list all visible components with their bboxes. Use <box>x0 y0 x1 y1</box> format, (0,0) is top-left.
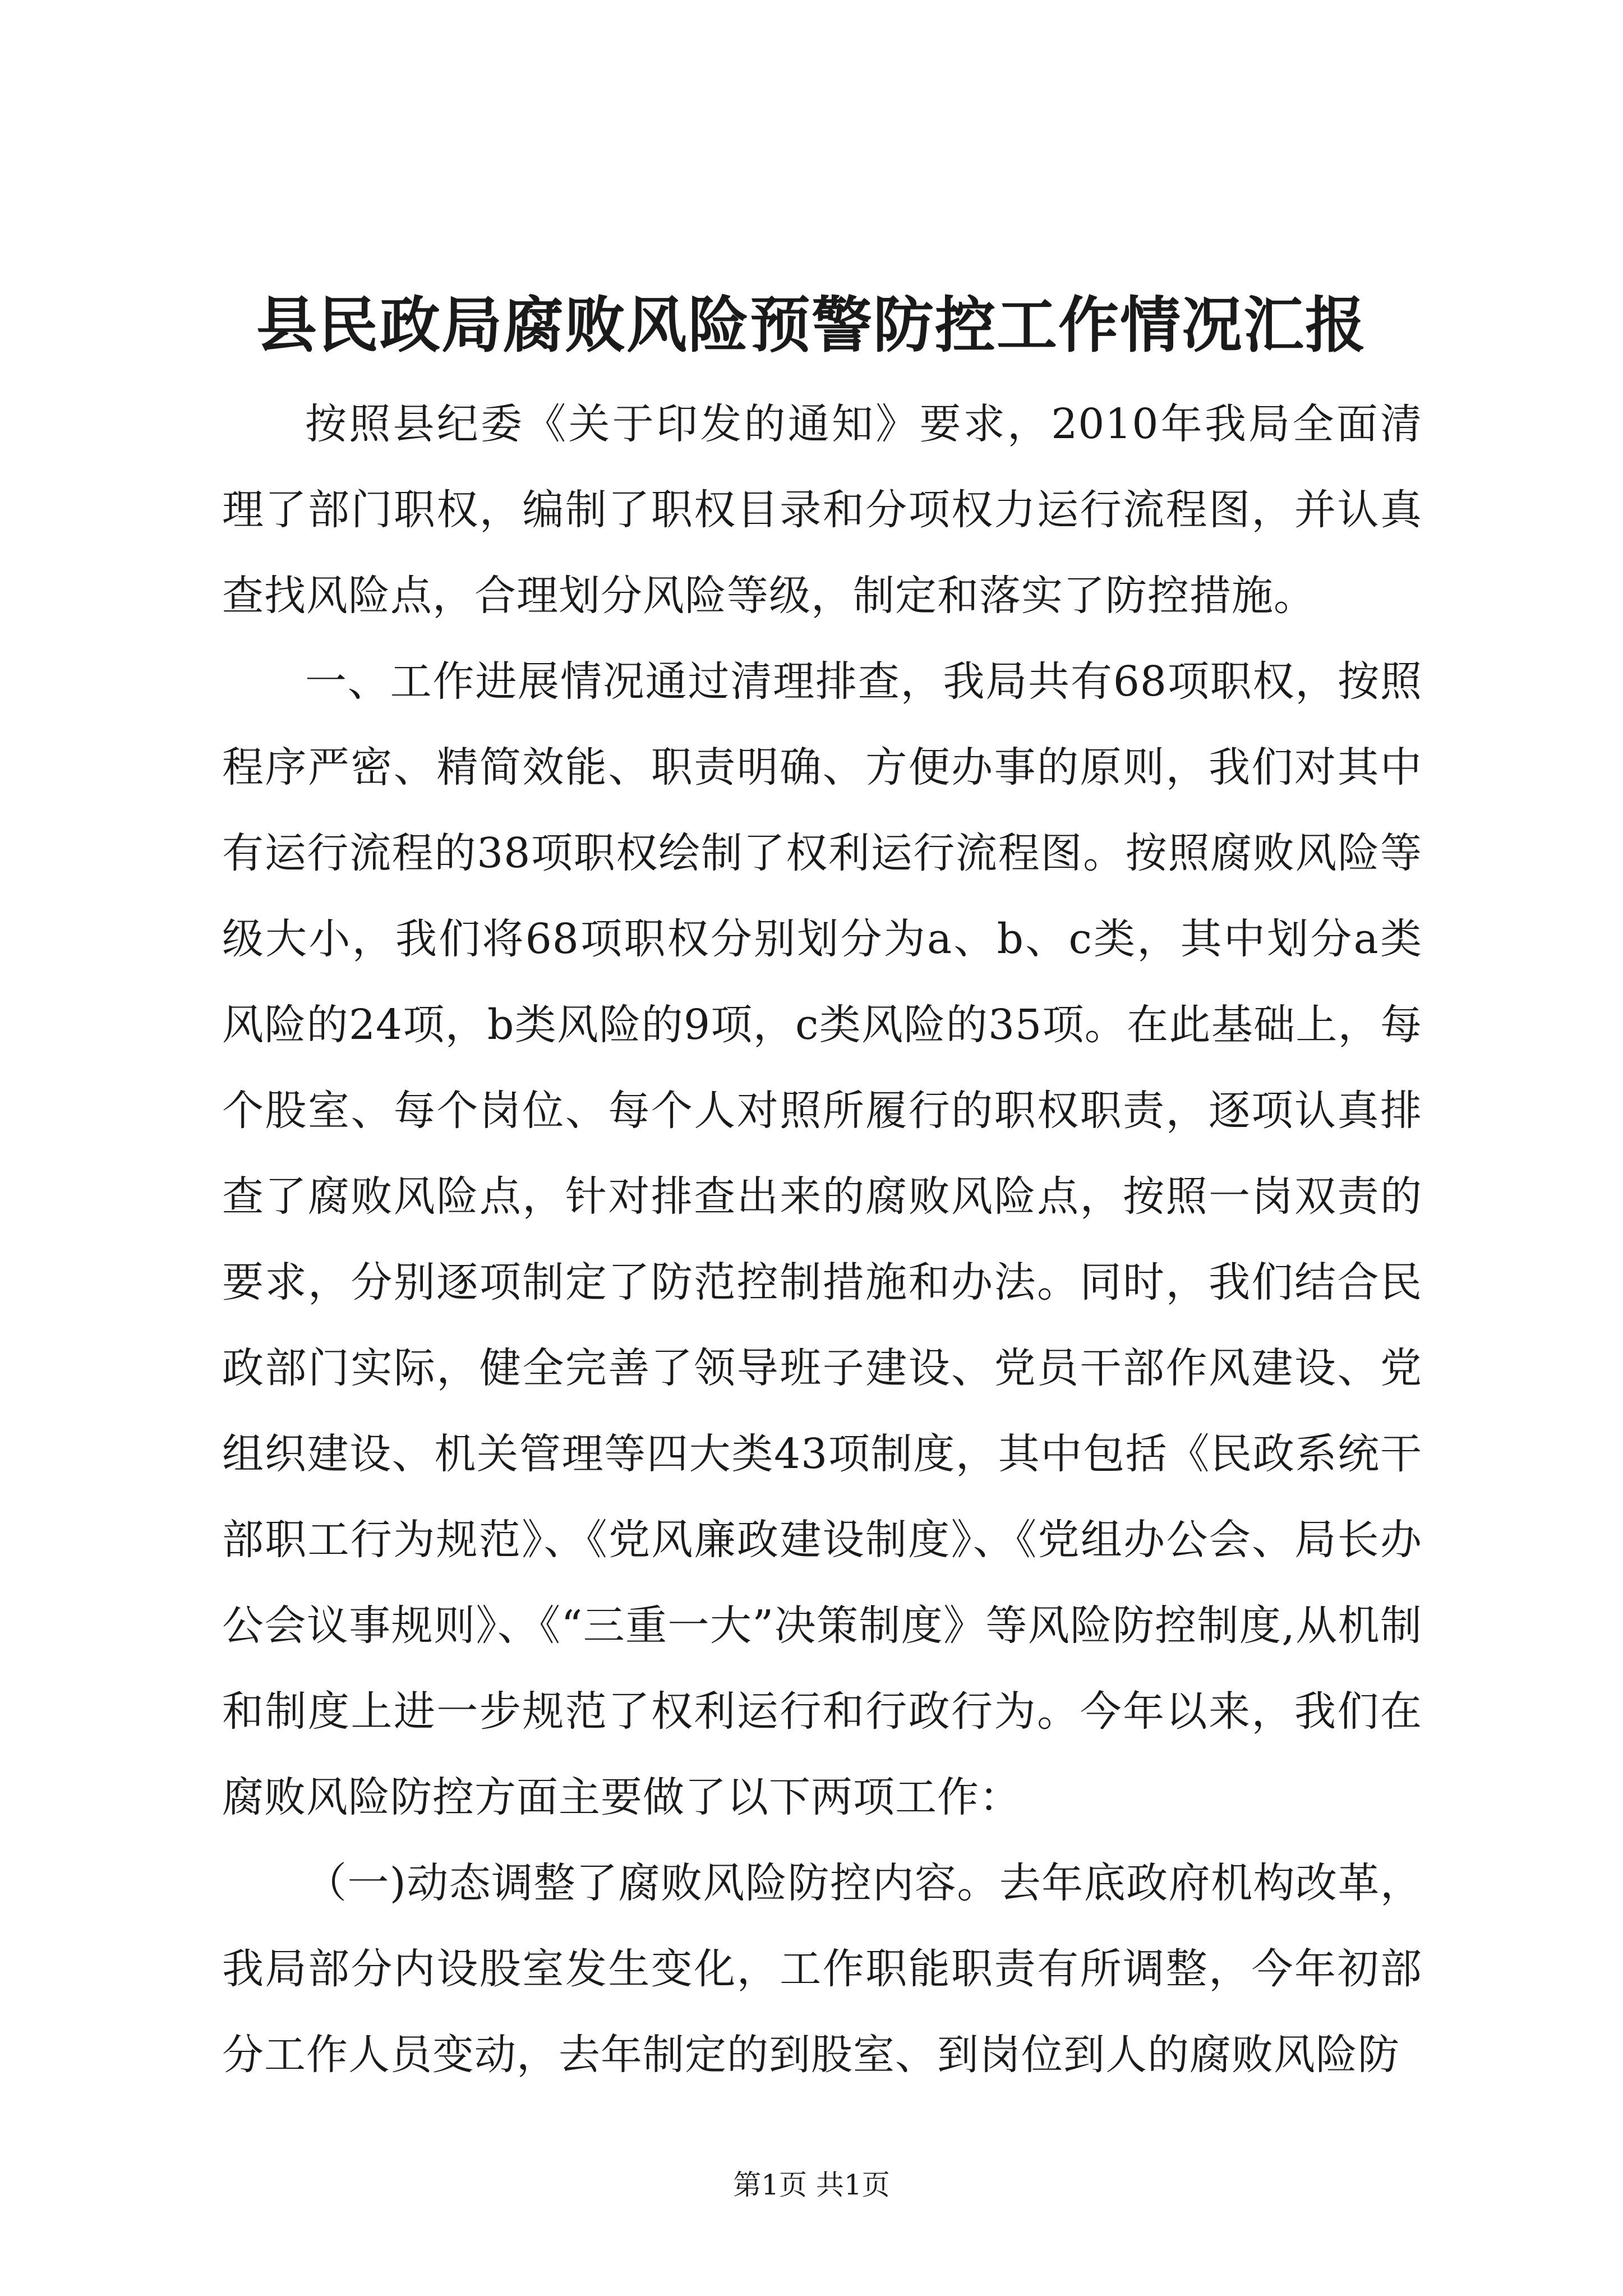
paragraph-adjustment: （一)动态调整了腐败风险防控内容。去年底政府机构改革，我局部分内设股室发生变化，工作职能职责有所调整，今年初部分工作人员变动，去年制定的到股室、到岗位到人的腐败风险防 <box>222 1859 1422 2079</box>
paragraph-progress: 一、工作进展情况通过清理排查，我局共有68项职权，按照程序严密、精简效能、职责明确、方便办事的原则，我们对其中有运行流程的38项职权绘制了权利运行流程图。按照腐败风险等级大小，我们将68项职权分别划分为a、b、c类，其中划分a类风险的24项，b类风险的9项，c类风险的35项。在此基础上，每个股室、每个岗位、每个人对照所履行的职权职责，逐项认真排查了腐败风险点，针对排查出来的腐败风险点，按照一岗双责的要求，分别逐项制定了防范控制措施和办法。同时，我们结合民政部门实际，健全完善了领导班子建设、党员干部作风建设、党组织建设、机关管理等四大类43项制度，其中包括《民政系统干部职工行为规范》、《党风廉政建设制度》、《党组办公会、局长办公会议事规则》、《“三重一大”决策制度》等风险防控制度,从机制和制度上进一步规范了权利运行和行政行为。今年以来，我们在腐败风险防控方面主要做了以下两项工作： <box>222 657 1422 1821</box>
document-title: 县民政局腐败风险预警防控工作情况汇报 <box>256 290 1367 361</box>
document-body <box>222 381 1422 2098</box>
paragraph-intro: 按照县纪委《关于印发的通知》要求，2010年我局全面清理了部门职权，编制了职权目录和分项权力运行流程图，并认真查找风险点，合理划分风险等级，制定和落实了防控措施。 <box>222 400 1422 620</box>
page-footer: 第1页 共1页 <box>733 2169 890 2201</box>
